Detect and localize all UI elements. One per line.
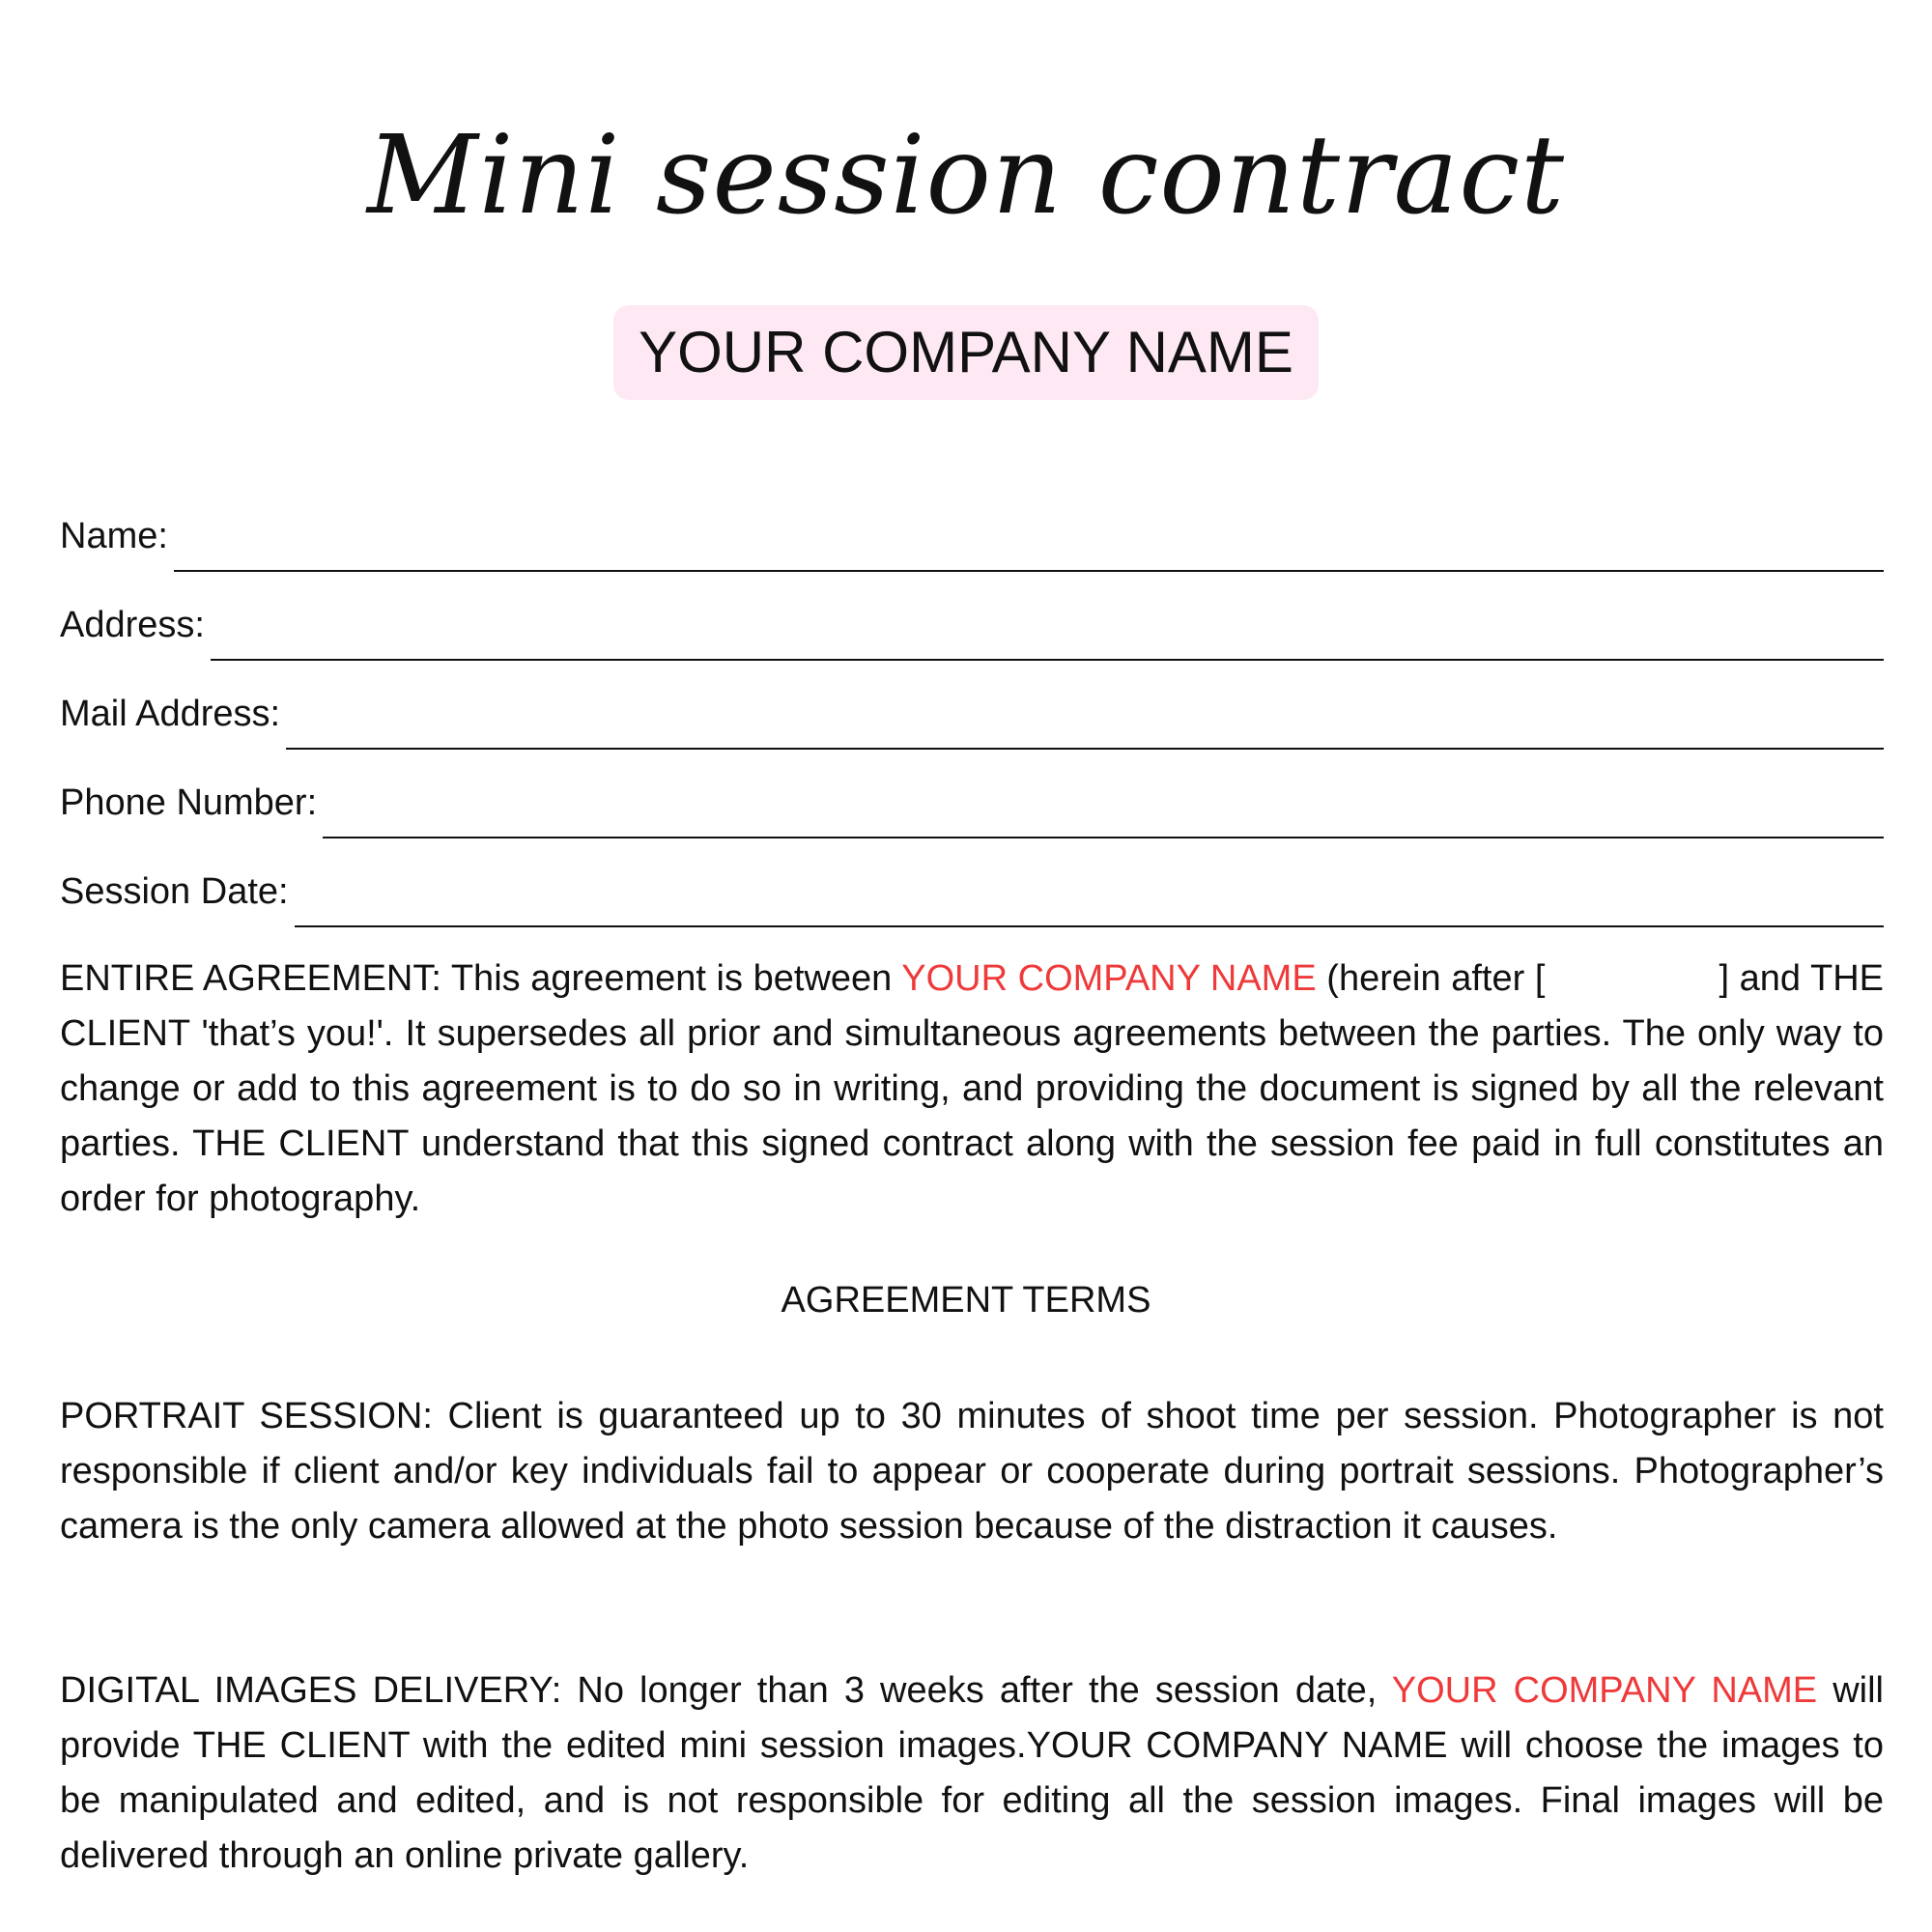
- company-name-badge: YOUR COMPANY NAME: [613, 305, 1319, 400]
- session-date-input-line[interactable]: [295, 887, 1884, 927]
- document-title: Mini session contract: [366, 113, 1566, 239]
- client-info-fields: [60, 483, 1884, 927]
- phone-number-label: Phone Number:: [60, 782, 318, 823]
- mail-address-label: Mail Address:: [60, 694, 281, 734]
- digital-delivery-lead: DIGITAL IMAGES DELIVERY: No longer than 3 weeks after the session date,: [60, 1670, 1392, 1711]
- session-date-label: Session Date:: [60, 871, 289, 912]
- name-field[interactable]: [60, 483, 1884, 572]
- entire-agreement-lead: ENTIRE AGREEMENT: This agreement is between: [60, 958, 902, 999]
- digital-delivery-company: YOUR COMPANY NAME: [1391, 1670, 1818, 1711]
- session-date-field[interactable]: [60, 838, 1884, 927]
- phone-number-input-line[interactable]: [323, 798, 1884, 838]
- agreement-terms-heading: AGREEMENT TERMS: [781, 1280, 1151, 1321]
- phone-number-field[interactable]: [60, 750, 1884, 838]
- address-input-line[interactable]: [211, 620, 1884, 661]
- digital-delivery-paragraph: [60, 1663, 1884, 1884]
- address-field[interactable]: [60, 572, 1884, 661]
- address-label: Address:: [60, 605, 205, 645]
- company-badge-wrap: [0, 305, 1932, 400]
- digital-delivery-rest: will provide THE CLIENT with the edited mini session images.YOUR COMPANY NAME will choose the images to be manipulated and edited, and is not responsible for editing all the session images. Final images will be delivered through an online private gallery.: [60, 1670, 1885, 1876]
- mail-address-field[interactable]: [60, 661, 1884, 750]
- entire-agreement-herein-close: ]: [1719, 958, 1730, 999]
- portrait-session-paragraph: PORTRAIT SESSION: Client is guaranteed up to 30 minutes of shoot time per session. Photographer is not responsible if client and/or key individuals fail to appear or cooperate during portrait sessions. Photographer’s camera is the only camera allowed at the photo session because of the distraction it causes.: [60, 1396, 1884, 1547]
- entire-agreement-herein-open: (herein after [: [1316, 958, 1546, 999]
- mail-address-input-line[interactable]: [286, 709, 1884, 750]
- entire-agreement-rest: and THE CLIENT 'that’s you!'. It supersedes all prior and simultaneous agreements between the parties. The only way to change or add to this agreement is to do so in writing, and providing the document is signed by all the relevant parties. THE CLIENT understand that this signed contract along with the session fee paid in full constitutes an order for photography.: [60, 958, 1884, 1219]
- name-label: Name:: [60, 516, 168, 556]
- entire-agreement-company: YOUR COMPANY NAME: [901, 958, 1317, 999]
- name-input-line[interactable]: [174, 531, 1884, 572]
- entire-agreement-paragraph: [60, 952, 1884, 1227]
